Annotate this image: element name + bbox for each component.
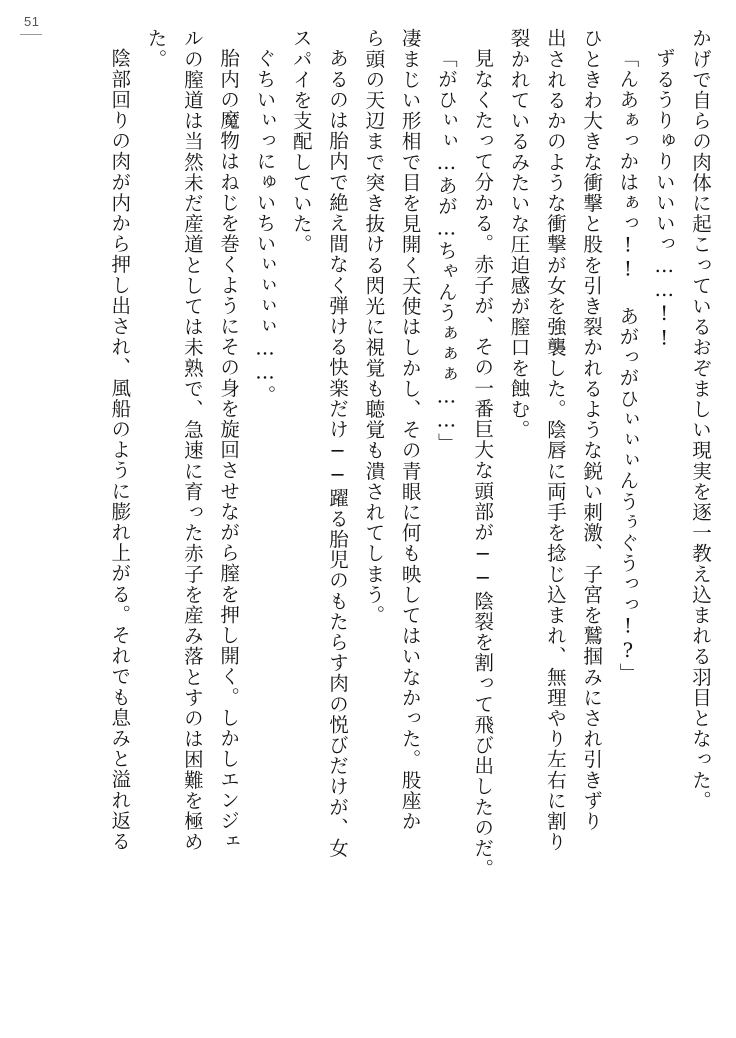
text-line: ひときわ大きな衝撃と股を引き裂かれるような鋭い刺激、子宮を鷲掴みにされ引きずり xyxy=(580,28,604,832)
text-line: 「んあぁっかはぁっ!! あがっがひぃぃぃんうぅぐうっっ!?」 xyxy=(616,48,640,684)
text-line: 裂かれているみたいな圧迫感が膣口を蝕む。 xyxy=(507,28,531,440)
vertical-text-body xyxy=(36,28,710,1014)
text-line: 凄まじい形相で目を見開く天使はしかし、その青眼に何も映してはいなかった。股座か xyxy=(398,28,422,832)
text-line: スパイを支配していた。 xyxy=(289,28,313,255)
text-line: ら頭の天辺まで突き抜ける閃光に視覚も聴覚も潰されてしまう。 xyxy=(362,28,386,626)
text-line: ルの膣道は当然未だ産道としては未熟で、急速に育った赤子を産み落とすのは困難を極め xyxy=(180,28,204,852)
text-line: あるのは胎内で絶え間なく弾ける快楽だけ──躍る胎児のもたらす肉の悦びだけが、女 xyxy=(326,48,350,859)
text-line: 見なくたって分かる。赤子が、その一番巨大な頭部が──陰裂を割って飛び出したのだ。 xyxy=(471,48,495,879)
text-line: 胎内の魔物はねじを巻くようにその身を旋回させながら膣を押し開く。しかしエンジェ xyxy=(217,48,241,852)
text-line: かげで自らの肉体に起こっているおぞましい現実を逐一教え込まれる羽目となった。 xyxy=(689,28,712,811)
text-line: 陰部回りの肉が内から押し出され、風船のように膨れ上がる。それでも息みと溢れ返る xyxy=(108,48,132,852)
text-line: 「がひぃぃ…あが…ちゃんうぁぁぁ……」 xyxy=(434,48,458,454)
text-line: 出されるかのような衝撃が女を強襲した。陰唇に両手を捻じ込まれ、無理やり左右に割り xyxy=(543,28,567,852)
text-line: ずるうりゅりいいいっ……!! xyxy=(652,48,676,351)
page-number: 51 xyxy=(24,14,40,29)
text-line: た。 xyxy=(144,28,168,70)
text-line: ぐちいぃっにゅいちいぃぃぃぃ……。 xyxy=(253,48,277,406)
